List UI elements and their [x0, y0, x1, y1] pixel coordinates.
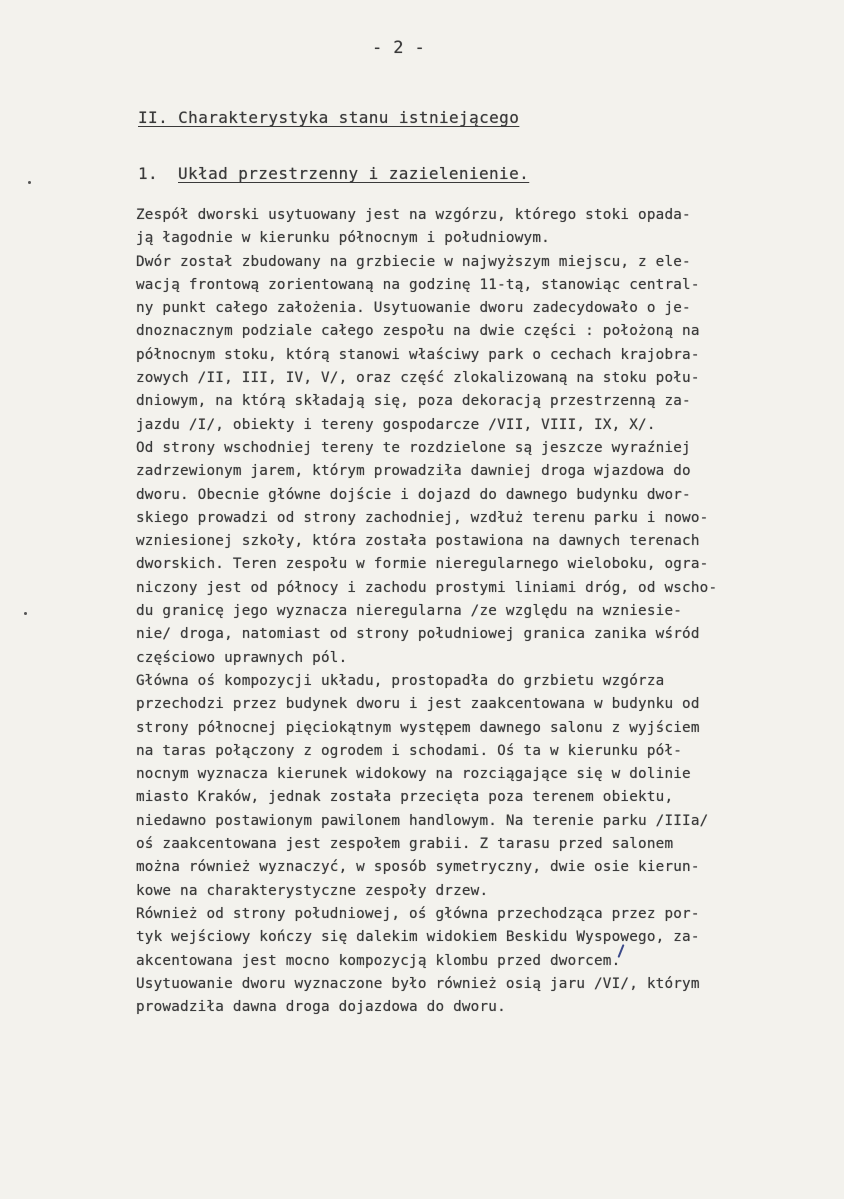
body-line: kowe na charakterystyczne zespoły drzew. — [136, 882, 489, 899]
body-line: niczony jest od północy i zachodu prostymi liniami dróg, od wscho- — [136, 579, 718, 596]
body-line: Usytuowanie dworu wyznaczone było również osią jaru /VI/, którym — [136, 975, 700, 992]
body-line: zowych /II, III, IV, V/, oraz część zlokalizowaną na stoku połu- — [136, 370, 700, 387]
body-line: nocnym wyznacza kierunek widokowy na rozciągające się w dolinie — [136, 766, 691, 783]
body-line: ny punkt całego założenia. Usytuowanie dworu zadecydowało o je- — [136, 300, 691, 317]
body-line: akcentowana jest mocno kompozycją klombu przed dworcem. — [136, 952, 621, 969]
body-line: tyk wejściowy kończy się dalekim widokiem Beskidu Wyspowego, za- — [136, 929, 700, 946]
body-line: wzniesionej szkoły, która została postawiona na dawnych terenach — [136, 533, 700, 550]
body-line: miasto Kraków, jednak została przecięta poza terenem obiektu, — [136, 789, 674, 806]
body-line: skiego prowadzi od strony zachodniej, wzdłuż terenu parku i nowo- — [136, 509, 709, 526]
body-line: jazdu /I/, obiekty i tereny gospodarcze /VII, VIII, IX, X/. — [136, 416, 656, 433]
body-text — [136, 204, 836, 1019]
body-line: niedawno postawionym pawilonem handlowym. Na terenie parku /IIIa/ — [136, 812, 709, 829]
body-line: północnym stoku, którą stanowi właściwy park o cechach krajobra- — [136, 346, 700, 363]
body-line: dnoznacznym podziale całego zespołu na dwie części : położoną na — [136, 323, 700, 340]
body-line: dniowym, na którą składają się, poza dekoracją przestrzenną za- — [136, 393, 691, 410]
body-line: Główna oś kompozycji układu, prostopadła do grzbietu wzgórza — [136, 672, 665, 689]
body-line: Zespół dworski usytuowany jest na wzgórzu, którego stoki opada- — [136, 207, 691, 223]
body-line: dworu. Obecnie główne dojście i dojazd do dawnego budynku dwor- — [136, 486, 691, 503]
body-line: przechodzi przez budynek dworu i jest zaakcentowana w budynku od — [136, 696, 700, 713]
body-line: Dwór został zbudowany na grzbiecie w najwyższym miejscu, z ele- — [136, 253, 691, 270]
body-line: dworskich. Teren zespołu w formie nieregularnego wieloboku, ogra- — [136, 556, 709, 573]
margin-dot — [24, 612, 27, 615]
body-line: prowadziła dawna droga dojazdowa do dworu. — [136, 999, 506, 1016]
body-line: strony północnej pięciokątnym występem dawnego salonu z wyjściem — [136, 719, 700, 736]
subsection-number: 1. — [138, 164, 159, 183]
body-line: wacją frontową zorientowaną na godzinę 11-tą, stanowiąc central- — [136, 276, 700, 293]
body-line: oś zaakcentowana jest zespołem grabii. Z tarasu przed salonem — [136, 836, 674, 853]
body-line: można również wyznaczyć, w sposób symetryczny, dwie osie kierun- — [136, 859, 700, 876]
body-line: Od strony wschodniej tereny te rozdzielone są jeszcze wyraźniej — [136, 439, 691, 456]
body-line: zadrzewionym jarem, którym prowadziła dawniej droga wjazdowa do — [136, 463, 691, 480]
section-title: II. Charakterystyka stanu istniejącego — [138, 108, 520, 127]
body-line: Również od strony południowej, oś główna przechodząca przez por- — [136, 905, 700, 922]
body-line: ją łagodnie w kierunku północnym i południowym. — [136, 230, 550, 247]
body-line: du granicę jego wyznacza nieregularna /ze względu na wzniesie- — [136, 603, 683, 620]
subsection-heading — [138, 164, 529, 183]
page-number: - 2 - — [372, 38, 426, 58]
body-line: częściowo uprawnych pól. — [136, 649, 348, 666]
margin-dot — [28, 181, 31, 184]
body-line: nie/ droga, natomiast od strony południowej granica zanika wśród — [136, 626, 700, 643]
body-line: na taras połączony z ogrodem i schodami. Oś ta w kierunku pół- — [136, 742, 683, 759]
subsection-title: Układ przestrzenny i zazielenienie. — [178, 164, 530, 183]
